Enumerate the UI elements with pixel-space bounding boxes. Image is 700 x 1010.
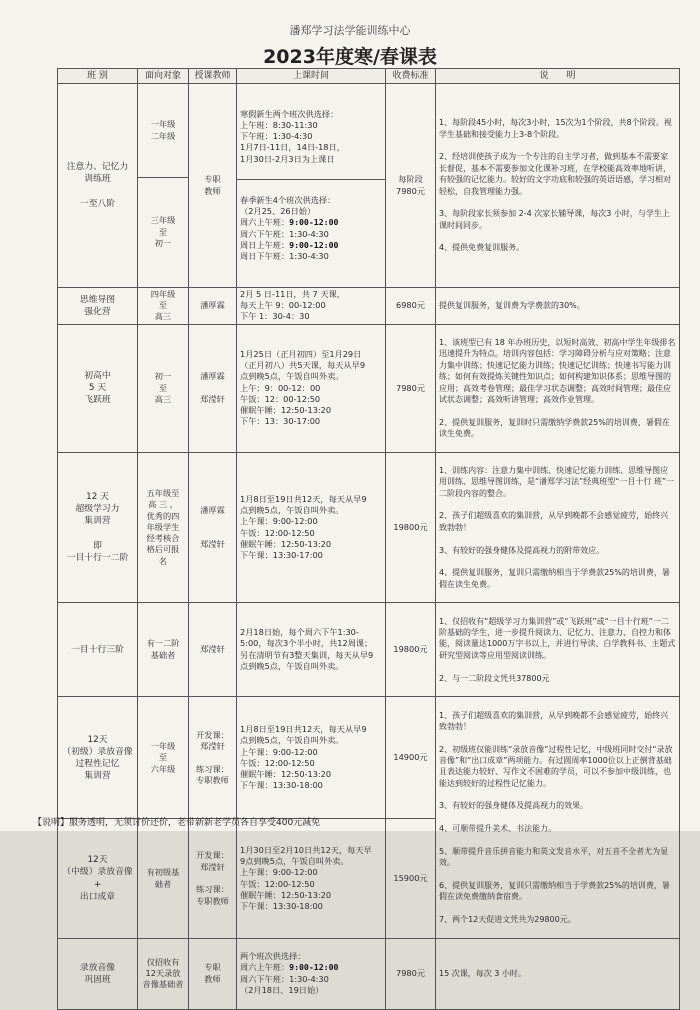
- page-title: 2023年度寒/春课表: [263, 46, 437, 68]
- time-options: 两个班次供选择： 周六上午班：: [240, 951, 306, 973]
- time-spring-2: 周六下午班：1:30-4:30 周日上午班：: [240, 228, 329, 250]
- footer-note: 【说明】服务透明，无须讨价还价，老带新新老学员各自享受400元减免: [33, 818, 321, 828]
- notes: [436, 697, 680, 939]
- note: 2、提供复训服务，复训时只需缴纳学费款25%的培训费，暑假在读生免费。: [439, 417, 670, 438]
- table-row: [58, 603, 680, 697]
- handwritten-time: 9:00-12:00: [289, 239, 339, 250]
- audience: 一年级 至 六年级: [138, 697, 189, 819]
- time-spring: 春季新生4个班次供选择： （2月25、26日始） 周六上午班：: [240, 194, 336, 228]
- class-time: 1月25日（正月初四）至1月29日 （正月初八）共5天课，每天从早9 点到晚5点，午饭自叫外卖。 上午：9：00-12：00 午饭：12：00-12:50 催眠午睡：12:50-13:20 下午：13：30-17:00: [237, 324, 386, 452]
- note: 4、提供免费复训服务。: [439, 243, 525, 253]
- class-name: 录放音像 巩固班: [58, 938, 138, 1009]
- note: 4、可顺带提升美术、书法能力。: [439, 824, 557, 834]
- note: 提供复训服务，复训费为学费款的30%。: [439, 301, 585, 311]
- teacher: 潘厚霖: [189, 287, 237, 324]
- class-name: 12天 （初级）录放音像 过程性记忆 集训营: [58, 697, 138, 819]
- note: 5、顺带提升音乐拼音能力和英文发音水平，对五音不全者尤为显效。: [439, 846, 669, 868]
- notes: [436, 603, 680, 697]
- fee: 19800元: [386, 603, 436, 697]
- teacher: 专职 教师: [189, 84, 237, 287]
- fee: 7980元: [386, 938, 436, 1009]
- table-row: [58, 697, 680, 819]
- header-audience: 面向对象: [138, 69, 189, 84]
- audience: 仅招收有 12天录放 音像基础者: [138, 938, 189, 1009]
- handwritten-time: 9:00-12:00: [289, 217, 339, 228]
- class-name: 注意力、记忆力 训练班 一至八阶: [58, 84, 138, 287]
- teacher: 专职 教师: [189, 938, 237, 1009]
- teacher: 开发课： 郑滢轩 练习课： 专职教师: [189, 819, 237, 938]
- note: 3、有较好的强身健体及提高视力的效果。: [439, 801, 589, 811]
- schedule-table: [57, 68, 680, 1010]
- note: 2、初级班仅能训练“录放音像”过程性记忆，中级班同时交付“录放音像”和“出口成章”两项能力。有过圆周率1000位以上正倒背基础且表达能力较好、写作文不困难的学员，可以不参加中级训练，也能达到较好的过程性记忆能力。: [439, 744, 673, 788]
- table-row: [58, 287, 680, 324]
- notes: [436, 452, 680, 603]
- note: 1、训练内容：注意力集中训练、快速记忆能力训练、思维导图应用训练、思维导图训练，是“潘郑学习法”经典班型“一目十行 班”一二阶段内容的整合。: [439, 466, 675, 498]
- table-header-row: [58, 69, 680, 84]
- table-row: [58, 452, 680, 603]
- fee: 7980元: [386, 324, 436, 452]
- class-name: 12 天 超级学习力 集训营 即 一目十行一二阶: [58, 452, 138, 603]
- class-time: 1月8日至19日共12天，每天从早9 点到晚5点，午饭自叫外卖。 上午课：9:00-12:00 午饭：12:00-12:50 催眠午睡：12:50-13:20 下午课：13:30-17:00: [237, 452, 386, 603]
- class-name: 思维导图 强化营: [58, 287, 138, 324]
- note: 3、有较好的强身健体及提高视力的附带效应。: [439, 545, 605, 555]
- note: 4、提供复训服务，复训只需缴纳相当于学费款25%的培训费，暑假在读生免费。: [439, 568, 670, 589]
- audience: 五年级至 高 三 ， 优秀的四 年级学生 经考核合 格后可报 名: [138, 452, 189, 603]
- center-name: 潘郑学习法学能训练中心: [289, 24, 411, 37]
- header-teacher: 授课教师: [189, 69, 237, 84]
- time-spring-3: 周日下午班：1:30-4:30: [240, 251, 329, 262]
- audience-a: 一年级 二年级: [150, 119, 176, 141]
- notes: [436, 287, 680, 324]
- audience-b: 三年级 至 初一: [150, 215, 176, 248]
- header-fee: 收费标准: [386, 69, 436, 84]
- fee: 6980元: [386, 287, 436, 324]
- class-time: [237, 938, 386, 1009]
- class-time: 1月8日至19日共12天，每天从早9 点到晚5点，午饭自叫外卖。 上午课：9:00-12:00 午饭：12:00-12:50 催眠午睡：12:50-13:20 下午课：13:30-18:00: [237, 697, 386, 819]
- audience-cell: [138, 84, 189, 287]
- teacher: 潘厚霖 郑滢轩: [189, 452, 237, 603]
- teacher: 郑滢轩: [189, 603, 237, 697]
- note: 1、该班型已有 18 年办班历史，以短时高效、初高中学生年级排名迅速提升为特点。培训内容包括：学习障碍分析与应对策略；注意力集中训练；快速记忆能力训练；快速记忆训练；快速书写能力训练；如何有效提炼关键性知识点；如何构建知识体系；思维导图的应用；高效考卷管理；最佳学习状态调整；高效时间管理；最佳应试状态调整；高效听讲管理；高效作业管理。: [439, 338, 676, 404]
- audience: 有初级基 础者: [138, 819, 189, 938]
- audience: 四年级 至 高三: [138, 287, 189, 324]
- table-row: [58, 84, 680, 287]
- class-time: 1月30日至2月10日共12天，每天早 9点到晚5点，午饭自叫外卖。 上午课：9:00-12:00 午饭：12:00-12:50 催眠午睡：12:50-13:20 下午课：13:30-18:00: [237, 819, 386, 938]
- class-time: 2月18日始，每个周六下午1:30- 5:00，每次3个半小时，共12周课； 另在清明节有3整天集训，每天从早9 点到晚5点，午饭自叫外卖。: [237, 603, 386, 697]
- class-name: 12天 （中级）录放音像 + 出口成章: [58, 819, 138, 938]
- notes: [436, 84, 680, 287]
- time-options-2: 周六下午班：1:30-4:30 （2月18日、19日始）: [240, 973, 329, 996]
- fee: 每阶段 7980元: [386, 84, 436, 287]
- handwritten-time: 9:00-12:00: [289, 962, 339, 973]
- note: 2、与一二阶段文凭共37800元: [439, 673, 550, 683]
- header-notes: 说 明: [436, 69, 680, 84]
- note: 1、孩子们超级喜欢的集训营，从早到晚都不会感觉疲劳，始终兴致勃勃！: [439, 710, 669, 731]
- time-winter: 寒假新生两个班次供选择： 上午班：8:30-11:30 下午班：1:30-4:30 1月7日-11日，14日-18日， 1月30日-2月3日为上课日: [240, 108, 345, 164]
- table-row: [58, 324, 680, 452]
- fee: 15900元: [386, 819, 436, 938]
- audience: 初一 至 高三: [138, 324, 189, 452]
- notes: [436, 938, 680, 1009]
- note: 7、两个12天促进文凭共为29800元。: [439, 915, 576, 925]
- fee: 14900元: [386, 697, 436, 819]
- header-class: 班 别: [58, 69, 138, 84]
- class-time: 2月 5 日-11日，共 7 天课， 每天上午 9：00-12:00 下午 1：30-4：30: [237, 287, 386, 324]
- note: 2、孩子们超级喜欢的集训营，从早到晚都不会感觉疲劳，始终兴致勃勃！: [439, 511, 669, 532]
- header-time: 上课时间: [237, 69, 386, 84]
- class-name: 初高中 5 天 飞跃班: [58, 324, 138, 452]
- note: 1、仅招收有“超级学习力集训营”或“飞跃班”或“一目十行班”一二阶基础的学生，进一步提升阅读力、记忆力、注意力、自控力和体能，阅读量达1000万字书以上，并进行导读、白学教科书、主题式研究型阅读等应用型阅读训练。: [439, 616, 676, 660]
- note: 1、每阶段45小时，每次3小时，15次为1个阶段，共8个阶段。视学生基础和接受能力上3-8个阶段。: [439, 118, 672, 139]
- teacher: 开发课： 郑滢轩 练习课： 专职教师: [189, 697, 237, 819]
- fee: 19800元: [386, 452, 436, 603]
- teacher: 潘厚霖 郑滢轩: [189, 324, 237, 452]
- class-name: 一目十行三阶: [58, 603, 138, 697]
- class-time: [237, 84, 386, 287]
- notes: [436, 324, 680, 452]
- note: 15 次课，每次 3 小时。: [439, 969, 526, 979]
- note: 6、提供复训服务，复训只需缴纳相当于学费款25%的培训费，暑假在读免费缴纳食宿费。: [439, 880, 670, 902]
- note: 2、经培训使孩子成为一个专注的自主学习者，做到基本不需要家长督促，基本不需要参加文化课补习班，在学校能高效率地听讲，有较强的记忆能力。较好的文字功底和较强的英语语感，学习相对轻松，自我管理能力强。: [439, 152, 671, 196]
- note: 3、每阶段家长须参加 2-4 次家长辅导课，每次3 小时，与学生上课时间同步。: [439, 209, 670, 230]
- audience: 有一二阶 基础者: [138, 603, 189, 697]
- table-row: [58, 938, 680, 1009]
